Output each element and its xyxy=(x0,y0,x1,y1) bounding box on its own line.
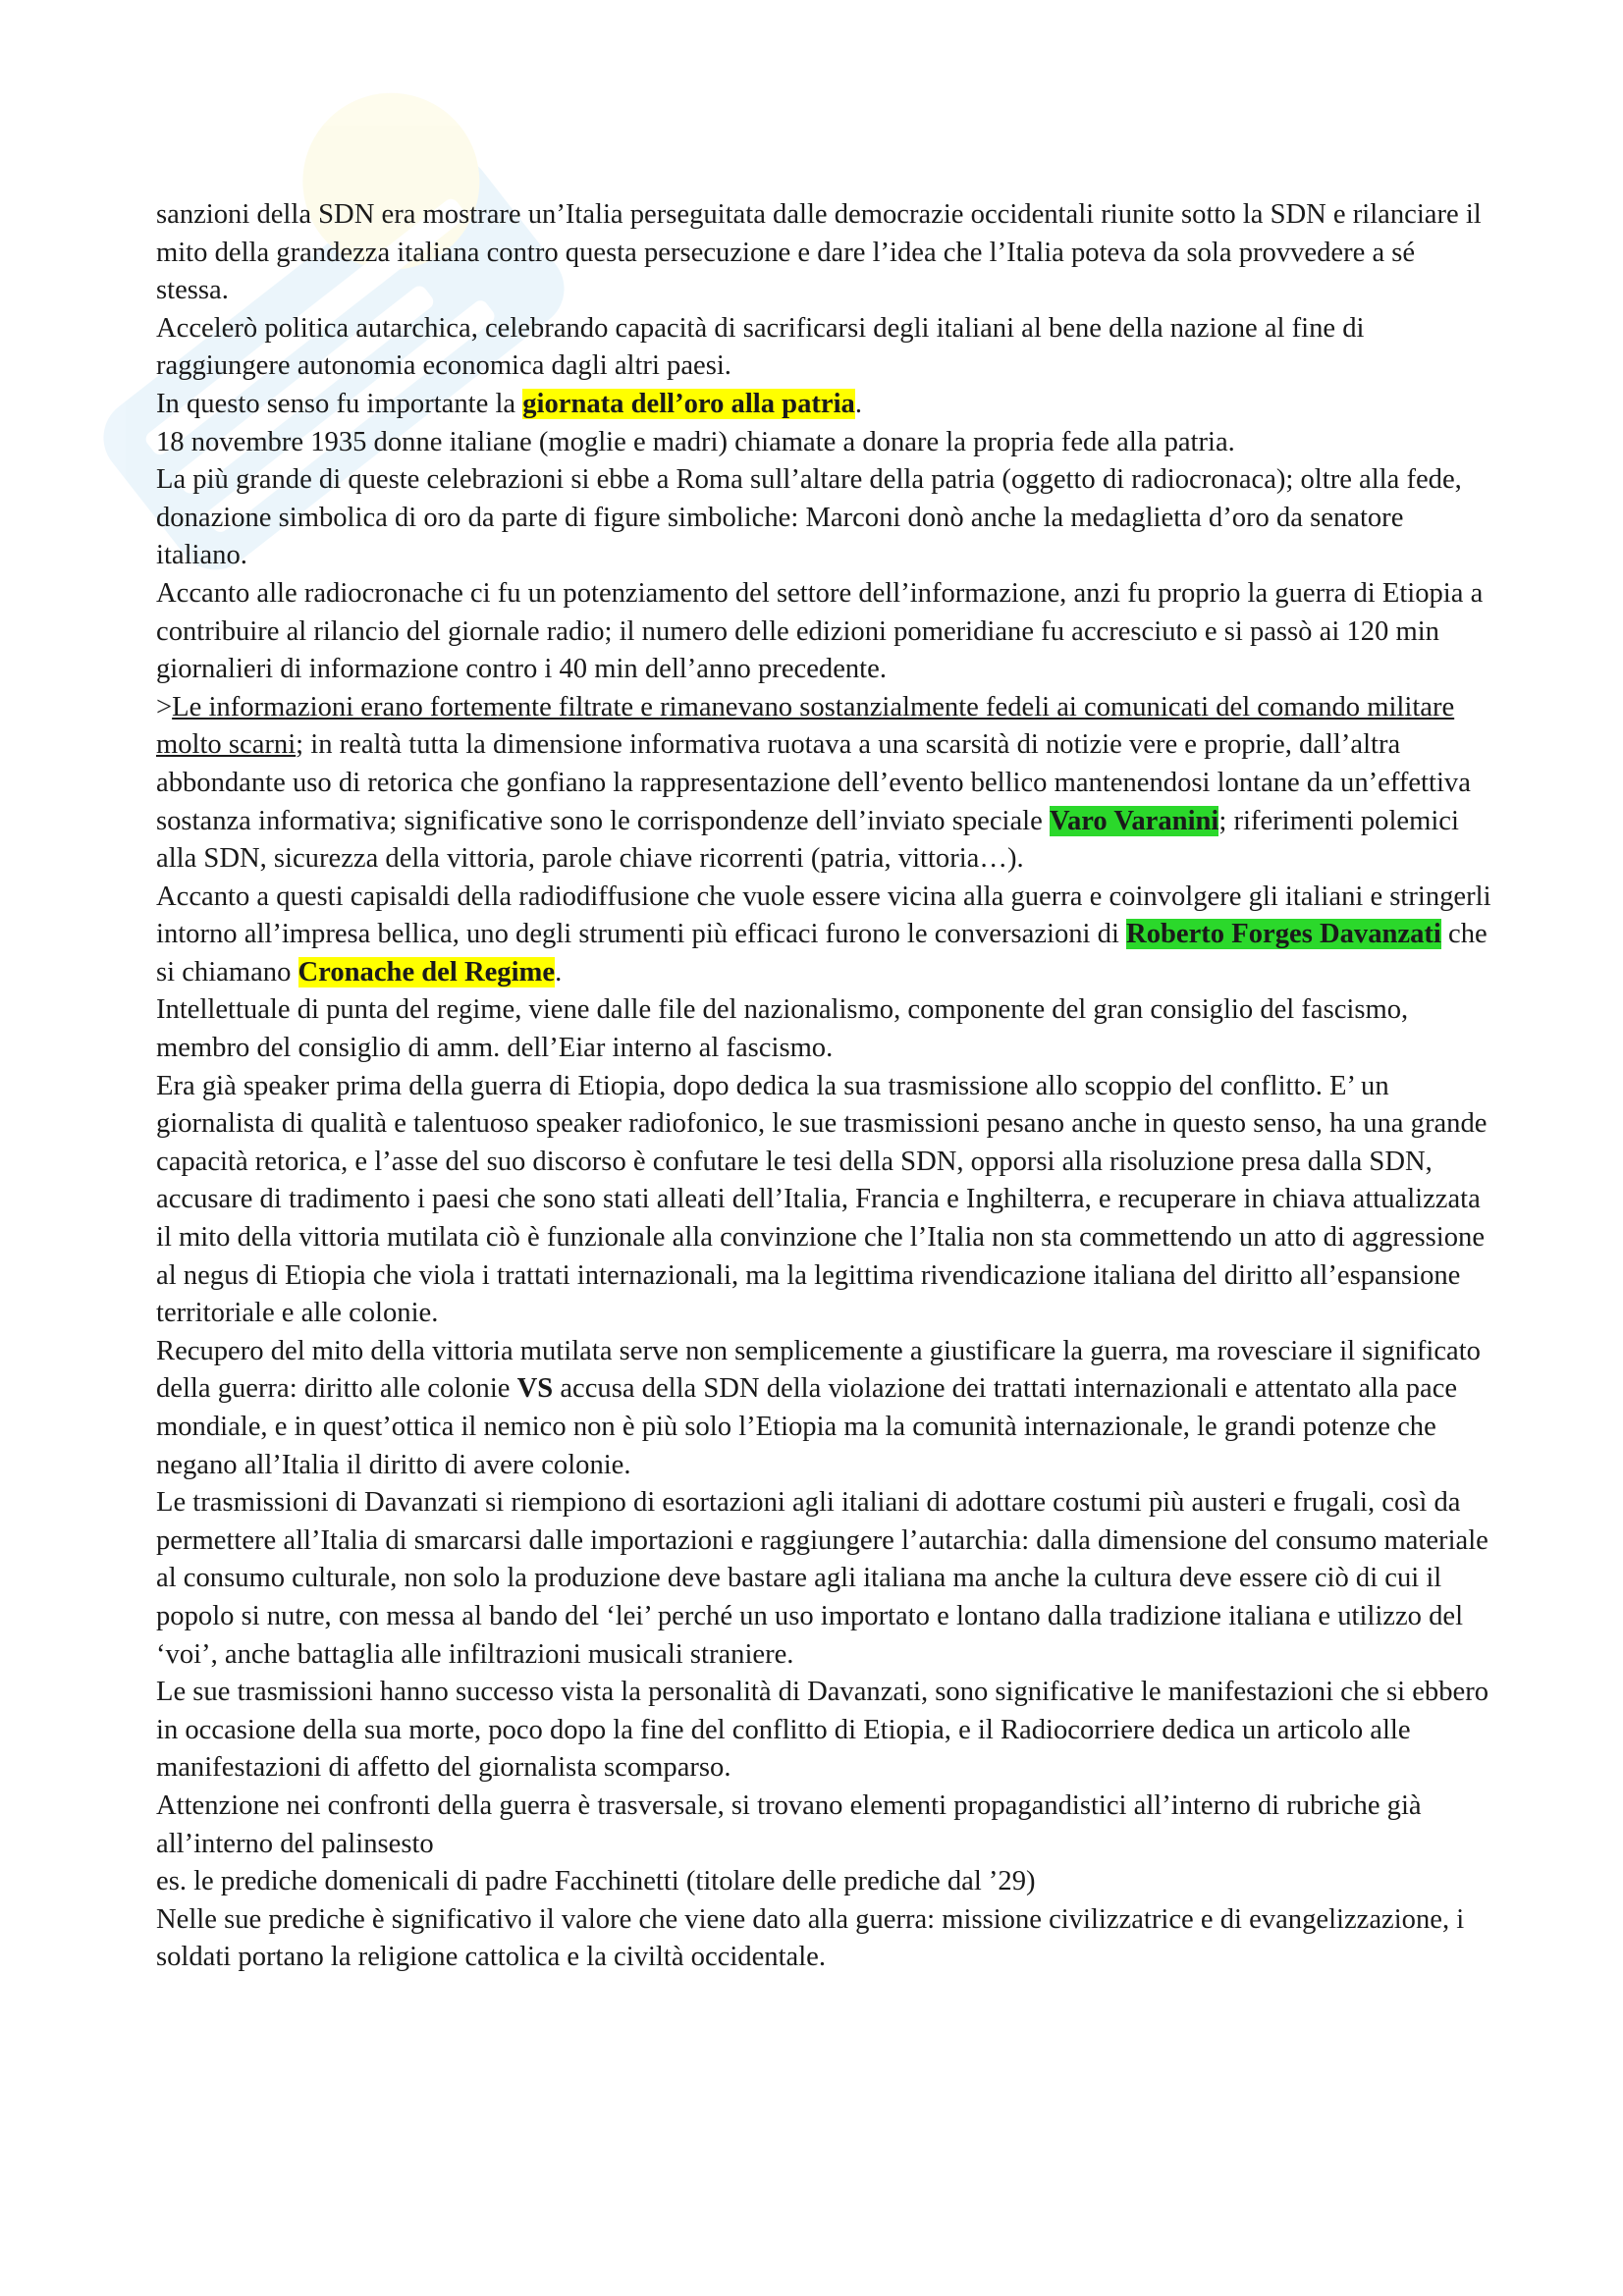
text-run: ; riferimenti polemici alla SDN, sicurezza della vittoria, parole chiave ricorrenti (patria, vittoria…). xyxy=(156,805,1459,875)
paragraph xyxy=(156,386,1491,424)
text-run: accusa della SDN della violazione dei trattati internazionali e attentato alla pace mondiale, e in quest’ottica il nemico non è più solo l’Etiopia ma la comunità internazionale, le grandi potenze che negano all’Italia il diritto di avere colonie. xyxy=(156,1373,1458,1480)
paragraph: Accanto alle radiocronache ci fu un potenziamento del settore dell’informazione, anzi fu proprio la guerra di Etiopia a contribuire al rilancio del giornale radio; il numero delle edizioni pomeridiane fu accresciuto e si passò ai 120 min giornalieri di informazione contro i 40 min dell’anno precedente. xyxy=(156,577,1484,685)
paragraph: Attenzione nei confronti della guerra è trasversale, si trovano elementi propagandistici all’interno di rubriche già all’interno del palinsesto xyxy=(156,1789,1422,1859)
paragraph: es. le prediche domenicali di padre Facchinetti (titolare delle prediche dal ’29) xyxy=(156,1866,1036,1897)
paragraph: Le trasmissioni di Davanzati si riempiono di esortazioni agli italiani di adottare costumi più austeri e frugali, così da permettere all’Italia di smarcarsi dalle importazioni e raggiungere l’autarchia: dalla dimensione del consumo materiale al consumo culturale, non solo la produzione deve bastare agli italiana ma anche la cultura deve essere ciò di cui il popolo si nutre, con messa al bando del ‘lei’ perché un uso importato e lontano dalla tradizione italiana e utilizzo del ‘voi’, anche battaglia alle infiltrazioni musicali straniere. xyxy=(156,1487,1488,1670)
document-body xyxy=(156,196,1491,1977)
paragraph: La più grande di queste celebrazioni si ebbe a Roma sull’altare della patria (oggetto di radiocronaca); oltre alla fede, donazione simbolica di oro da parte di figure simboliche: Marconi donò anche la medaglietta d’oro da senatore italiano. xyxy=(156,464,1462,571)
paragraph xyxy=(156,689,1491,879)
paragraph: Nelle sue prediche è significativo il valore che viene dato alla guerra: missione civilizzatrice e di evangelizzazione, i soldati portano la religione cattolica e la civiltà occidentale. xyxy=(156,1903,1465,1973)
highlight-roberto-forges-davanzati: Roberto Forges Davanzati xyxy=(1126,919,1441,950)
highlight-giornata-oro: giornata dell’oro alla patria xyxy=(522,388,855,419)
paragraph xyxy=(156,1333,1491,1484)
highlight-varo-varanini: Varo Varanini xyxy=(1049,805,1219,836)
paragraph: 18 novembre 1935 donne italiane (moglie e madri) chiamate a donare la propria fede alla patria. xyxy=(156,426,1235,457)
paragraph: Accelerò politica autarchica, celebrando capacità di sacrificarsi degli italiani al bene della nazione al fine di raggiungere autonomia economica dagli altri paesi. xyxy=(156,312,1365,382)
paragraph: Intellettuale di punta del regime, viene dalle file del nazionalismo, componente del gran consiglio del fascismo, membro del consiglio di amm. dell’Eiar interno al fascismo. xyxy=(156,994,1409,1064)
highlight-cronache-del-regime: Cronache del Regime xyxy=(298,956,556,988)
paragraph: Le sue trasmissioni hanno successo vista la personalità di Davanzati, sono significative le manifestazioni che si ebbero in occasione della sua morte, poco dopo la fine del conflitto di Etiopia, e il Radiocorriere dedica un articolo alle manifestazioni di affetto del giornalista scomparso. xyxy=(156,1677,1489,1784)
underlined-text: Le informazioni erano fortemente filtrate e rimanevano sostanzialmente fedeli ai comunicati del comando militare molto scarni xyxy=(156,691,1455,761)
paragraph xyxy=(156,879,1491,992)
text-run: . xyxy=(854,388,862,419)
text-run: > xyxy=(156,691,173,722)
text-run: In questo senso fu importante la xyxy=(156,388,523,419)
paragraph: sanzioni della SDN era mostrare un’Italia perseguitata dalle democrazie occidentali riunite sotto la SDN e rilanciare il mito della grandezza italiana contro questa persecuzione e dare l’idea che l’Italia poteva da sola provvedere a sé stessa. xyxy=(156,199,1482,306)
text-run: che si chiamano xyxy=(156,919,1488,988)
text-run: Accanto a questi capisaldi della radiodiffusione che vuole essere vicina alla guerra e coinvolgere gli italiani e stringerli intorno all’impresa bellica, uno degli strumenti più efficaci furono le conversazioni di xyxy=(156,881,1491,950)
text-run: Recupero del mito della vittoria mutilata serve non semplicemente a giustificare la guerra, ma rovesciare il significato della guerra: diritto alle colonie xyxy=(156,1335,1481,1405)
text-run: . xyxy=(555,956,563,988)
paragraph: Era già speaker prima della guerra di Etiopia, dopo dedica la sua trasmissione allo scoppio del conflitto. E’ un giornalista di qualità e talentuoso speaker radiofonico, le sue trasmissioni pesano anche in questo senso, ha una grande capacità retorica, e l’asse del suo discorso è confutare le tesi della SDN, opporsi alla risoluzione presa dalla SDN, accusare di tradimento i paesi che sono stati alleati dell’Italia, Francia e Inghilterra, e recuperare in chiava attualizzata il mito della vittoria mutilata ciò è funzionale alla convinzione che l’Italia non sta commettendo un atto di aggressione al negus di Etiopia che viola i trattati internazionali, ma la legittima rivendicazione italiana del diritto all’espansione territoriale e alle colonie. xyxy=(156,1070,1488,1329)
bold-vs: VS xyxy=(516,1373,554,1405)
text-run: ; in realtà tutta la dimensione informativa ruotava a una scarsità di notizie vere e proprie, dall’altra abbondante uso di retorica che gonfiano la rappresentazione dell’evento bellico mantenendosi lontane da un’effettiva sostanza informativa; significative sono le corrispondenze dell’inviato speciale xyxy=(156,729,1471,836)
